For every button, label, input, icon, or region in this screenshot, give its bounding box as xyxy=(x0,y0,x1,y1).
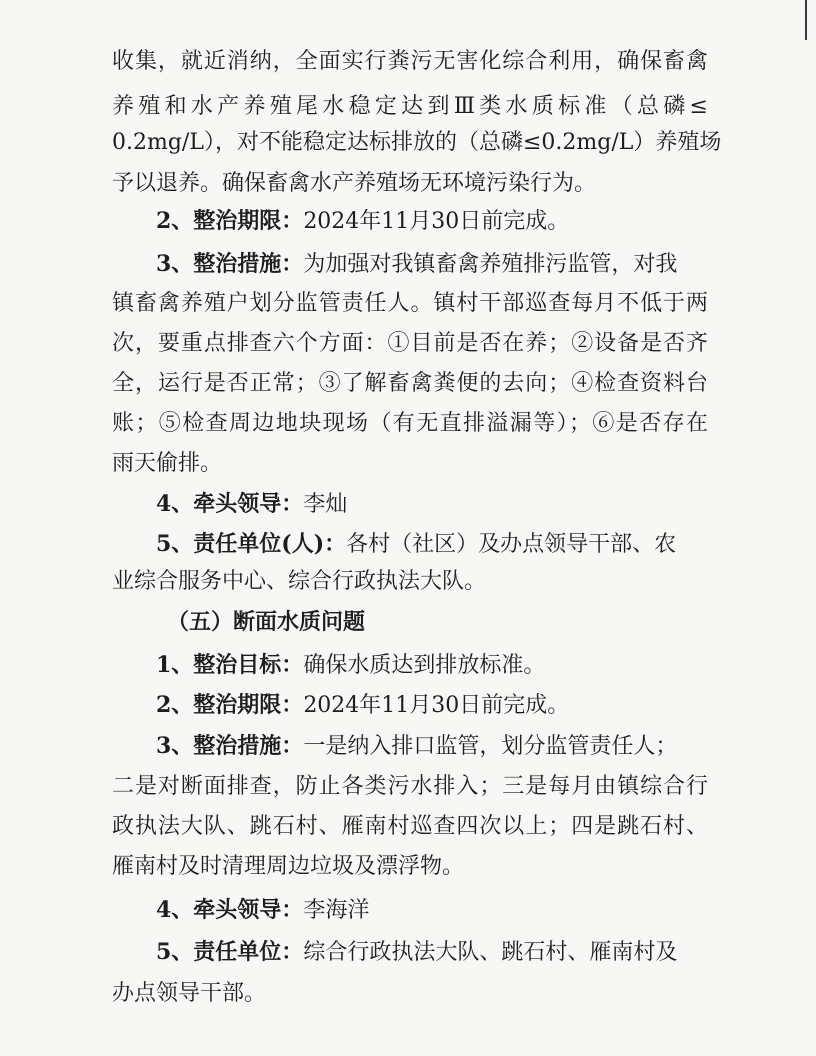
s5-item-4-label: 4、牵头领导： xyxy=(156,897,304,923)
scan-edge-line xyxy=(805,0,807,40)
body-line-2: 养殖和水产养殖尾水稳定达到Ⅲ类水质标准（总磷≤ xyxy=(112,94,708,119)
item-3-text: 为加强对我镇畜禽养殖排污监管，对我 xyxy=(303,252,678,277)
item-3-line-2: 镇畜禽养殖户划分监管责任人。镇村干部巡查每月不低于两 xyxy=(112,291,708,316)
s5-item-3-line-2: 二是对断面排查，防止各类污水排入；三是每月由镇综合行 xyxy=(112,774,708,799)
item-3-line-3: 次，要重点排查六个方面：①目前是否在养；②设备是否齐 xyxy=(112,331,708,356)
item-3-line-4: 全，运行是否正常；③了解畜禽粪便的去向；④检查资料台 xyxy=(112,371,708,396)
s5-item-5 xyxy=(156,938,677,967)
s5-item-3-label: 3、整治措施： xyxy=(156,733,304,759)
s5-item-2 xyxy=(156,691,569,720)
s5-item-4 xyxy=(156,896,369,925)
item-3-label: 3、整治措施： xyxy=(156,251,304,277)
item-5 xyxy=(156,530,676,559)
item-3-line-6: 雨天偷排。 xyxy=(112,451,223,476)
s5-item-5-label: 5、责任单位： xyxy=(156,939,304,965)
s5-item-4-text: 李海洋 xyxy=(303,898,370,923)
item-5-label: 5、责任单位(人)： xyxy=(156,531,347,557)
s5-item-1-text: 确保水质达到排放标准。 xyxy=(303,653,546,678)
item-4-text: 李灿 xyxy=(303,492,348,517)
s5-item-2-text: 2024年11月30日前完成。 xyxy=(303,693,570,718)
item-5-text: 各村（社区）及办点领导干部、农 xyxy=(346,532,677,557)
body-line-3: 0.2mg/L），对不能稳定达标排放的（总磷≤0.2mg/L）养殖场 xyxy=(112,130,722,155)
item-2 xyxy=(156,207,569,236)
s5-item-2-label: 2、整治期限： xyxy=(156,692,304,718)
item-3 xyxy=(156,250,708,279)
item-5-line-2: 业综合服务中心、综合行政执法大队。 xyxy=(112,569,487,594)
s5-item-3-text: 一是纳入排口监管，划分监管责任人； xyxy=(303,734,678,759)
s5-item-1 xyxy=(156,651,545,680)
s5-item-3-line-3: 政执法大队、跳石村、雁南村巡查四次以上；四是跳石村、 xyxy=(112,814,708,839)
s5-item-5-text: 综合行政执法大队、跳石村、雁南村及 xyxy=(303,940,678,965)
s5-item-3-line-4: 雁南村及时清理周边垃圾及漂浮物。 xyxy=(112,854,465,879)
item-4 xyxy=(156,490,347,519)
section-heading: （五）断面水质问题 xyxy=(167,609,366,635)
s5-item-5-line-2: 办点领导干部。 xyxy=(112,981,267,1006)
s5-item-3 xyxy=(156,732,708,761)
item-2-text: 2024年11月30日前完成。 xyxy=(303,209,570,234)
body-line-1: 收集，就近消纳，全面实行粪污无害化综合利用，确保畜禽 xyxy=(112,49,708,74)
item-4-label: 4、牵头领导： xyxy=(156,491,304,517)
item-2-label: 2、整治期限： xyxy=(156,208,304,234)
item-3-line-5: 账；⑤检查周边地块现场（有无直排溢漏等）；⑥是否存在 xyxy=(112,411,708,436)
s5-item-1-label: 1、整治目标： xyxy=(156,652,304,678)
body-line-4: 予以退养。确保畜禽水产养殖场无环境污染行为。 xyxy=(112,171,597,196)
